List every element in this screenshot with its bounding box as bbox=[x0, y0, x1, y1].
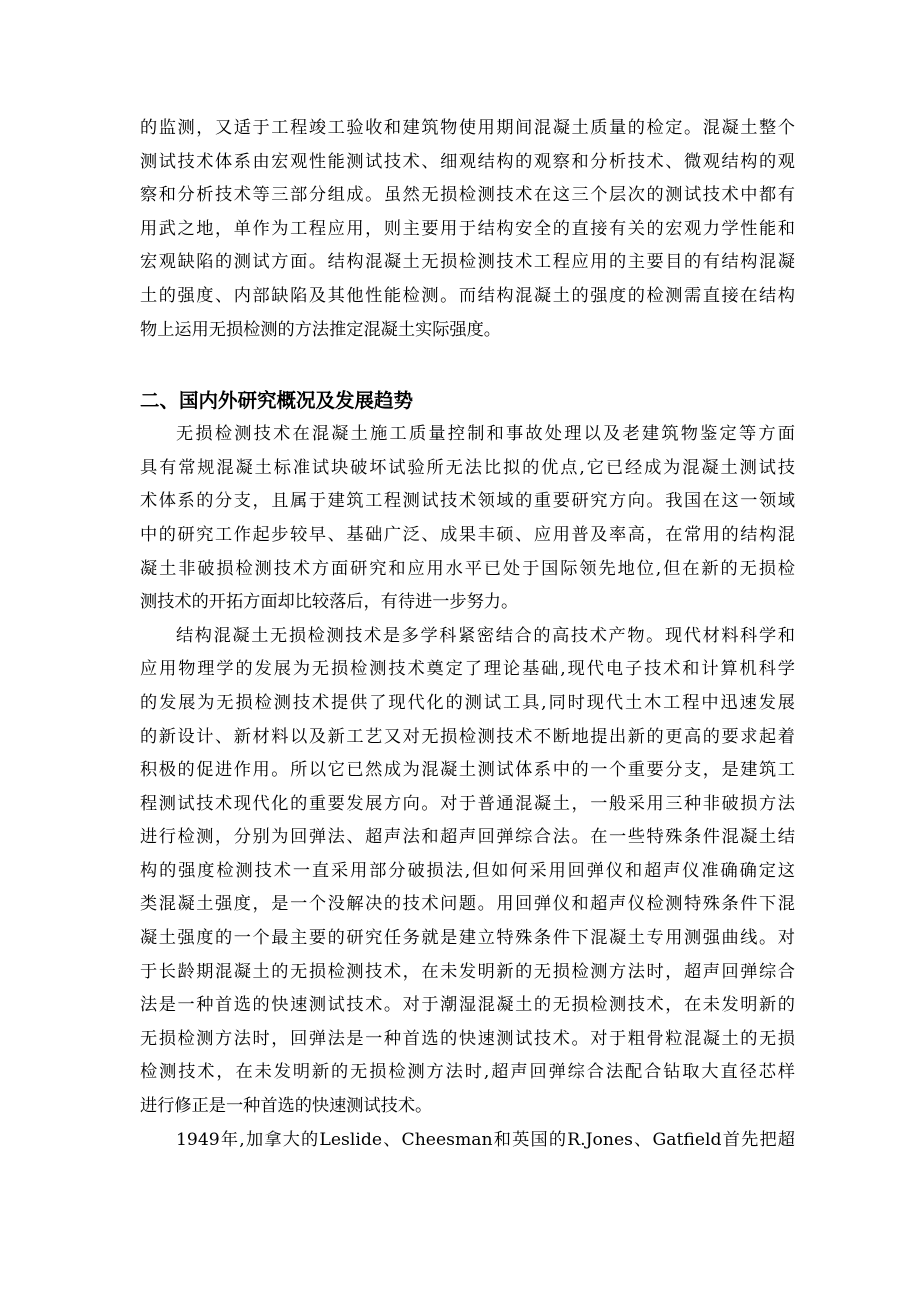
text-line: 的发展为无损检测技术提供了现代化的测试工具,同时现代土木工程中迅速发展 bbox=[140, 692, 795, 713]
text-line: 宏观缺陷的测试方面。结构混凝土无损检测技术工程应用的主要目的有结构混凝 bbox=[140, 252, 795, 273]
text-line: 测试技术体系由宏观性能测试技术、细观结构的观察和分析技术、微观结构的观 bbox=[140, 151, 795, 172]
body-paragraph-1 bbox=[140, 418, 795, 620]
text-line: 的监测，又适于工程竣工验收和建筑物使用期间混凝土质量的检定。混凝土整个 bbox=[140, 118, 795, 138]
text-line: 凝土非破损检测技术方面研究和应用水平已处于国际领先地位,但在新的无损检 bbox=[140, 558, 795, 579]
text-line: 测技术的开拓方面却比较落后，有待进一步努力。 bbox=[140, 592, 519, 613]
section-heading: 二、国内外研究概况及发展趋势 bbox=[140, 389, 414, 413]
text-line: 无损检测方法时，回弹法是一种首选的快速测试技术。对于粗骨粒混凝土的无损 bbox=[140, 1028, 795, 1049]
text-line: 类混凝土强度，是一个没解决的技术问题。用回弹仪和超声仪检测特殊条件下混 bbox=[140, 894, 795, 915]
text-line: 进行检测，分别为回弹法、超声法和超声回弹综合法。在一些特殊条件混凝土结 bbox=[140, 827, 795, 848]
text-line: 察和分析技术等三部分组成。虽然无损检测技术在这三个层次的测试技术中都有 bbox=[140, 185, 795, 206]
text-line: 术体系的分支，且属于建筑工程测试技术领域的重要研究方向。我国在这一领域 bbox=[140, 491, 795, 512]
text-line: 程测试技术现代化的重要发展方向。对于普通混凝土，一般采用三种非破损方法 bbox=[140, 793, 795, 814]
text-line: 中的研究工作起步较早、基础广泛、成果丰硕、应用普及率高，在常用的结构混 bbox=[140, 524, 795, 545]
text-line: 法是一种首选的快速测试技术。对于潮湿混凝土的无损检测技术，在未发明新的 bbox=[140, 995, 795, 1016]
text-line: 无损检测技术在混凝土施工质量控制和事故处理以及老建筑物鉴定等方面 bbox=[176, 424, 795, 445]
text-line: 的新设计、新材料以及新工艺又对无损检测技术不断地提出新的更高的要求起着 bbox=[140, 726, 795, 747]
text-line: 凝土强度的一个最主要的研究任务就是建立特殊条件下混凝土专用测强曲线。对 bbox=[140, 928, 795, 949]
text-line: 于长龄期混凝土的无损检测技术，在未发明新的无损检测方法时，超声回弹综合 bbox=[140, 961, 795, 982]
text-line: 用武之地，单作为工程应用，则主要用于结构安全的直接有关的宏观力学性能和 bbox=[140, 218, 795, 239]
text-line: 具有常规混凝土标准试块破坏试验所无法比拟的优点,它已经成为混凝土测试技 bbox=[140, 457, 795, 478]
text-line: 应用物理学的发展为无损检测技术奠定了理论基础,现代电子技术和计算机科学 bbox=[140, 659, 795, 680]
body-paragraph-2 bbox=[140, 620, 795, 1124]
text-line: 检测技术，在未发明新的无损检测方法时,超声回弹综合法配合钻取大直径芯样 bbox=[140, 1062, 795, 1083]
text-line: 物上运用无损检测的方法推定混凝土实际强度。 bbox=[140, 319, 501, 340]
text-line: 结构混凝土无损检测技术是多学科紧密结合的高技术产物。现代材料科学和 bbox=[176, 625, 795, 646]
document-page bbox=[140, 112, 795, 1157]
intro-paragraph bbox=[140, 112, 795, 347]
text-line: 土的强度、内部缺陷及其他性能检测。而结构混凝土的强度的检测需直接在结构 bbox=[140, 285, 795, 306]
text-line: 积极的促进作用。所以它已然成为混凝土测试体系中的一个重要分支，是建筑工 bbox=[140, 760, 795, 781]
text-line: 构的强度检测技术一直采用部分破损法,但如何采用回弹仪和超声仪准确确定这 bbox=[140, 860, 795, 881]
body-paragraph-3 bbox=[140, 1124, 795, 1158]
text-line: 进行修正是一种首选的快速测试技术。 bbox=[140, 1096, 433, 1117]
text-line: 1949年,加拿大的Leslide、Cheesman和英国的R.Jones、Gatfield首先把超 bbox=[176, 1129, 795, 1150]
